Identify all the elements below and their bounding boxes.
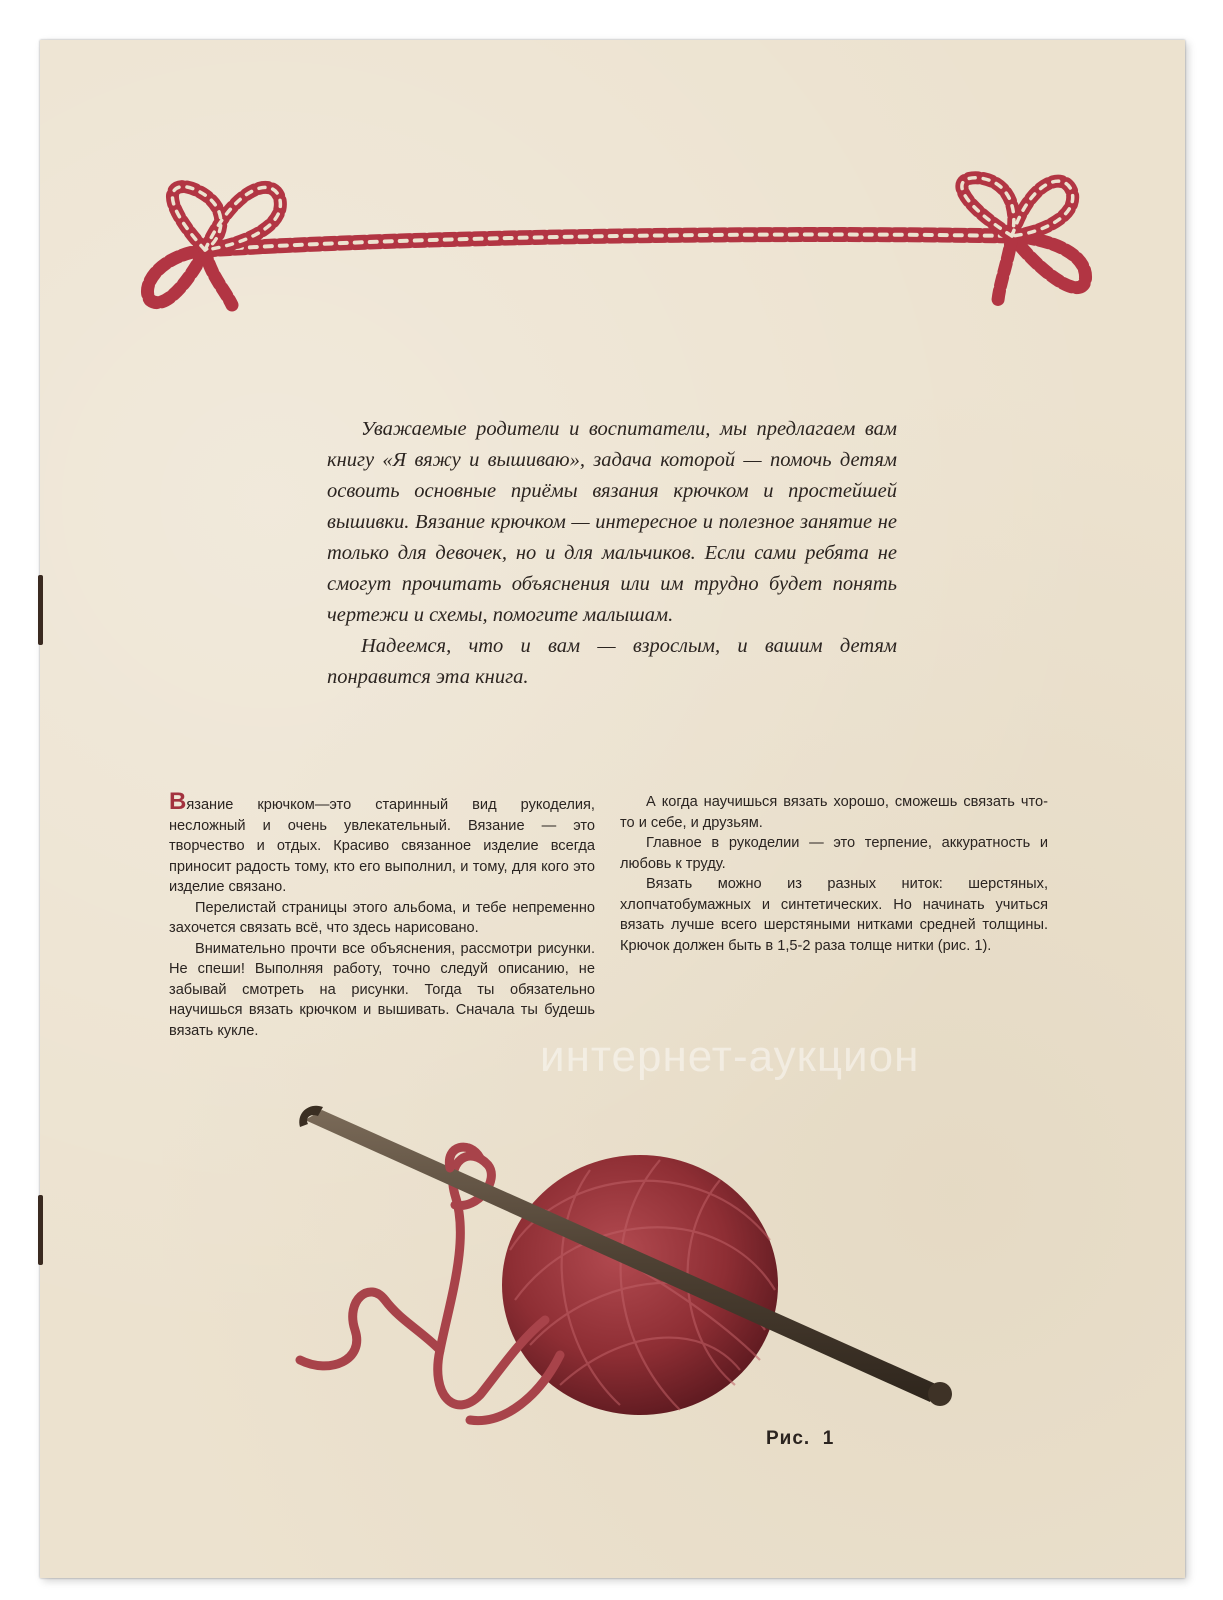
drop-cap: В — [169, 788, 187, 815]
body-paragraph-4: А когда научишься вязать хорошо, сможешь связать что-то и себе, и друзьям. — [620, 794, 1048, 831]
figure-caption: Рис. 1 — [766, 1428, 835, 1449]
intro-text — [327, 414, 897, 693]
body-paragraph-2: Перелистай страницы этого альбома, и тебе непременно захочется связать всё, что здесь нарисовано. — [169, 899, 595, 936]
intro-paragraph-2: Надеемся, что и вам — взрослым, и вашим детям понравится эта книга. — [327, 635, 897, 688]
body-paragraph-6: Вязать можно из разных ниток: шерстяных, хлопчатобумажных и синтетических. Но начинать учиться вязать лучше всего шерстяными нитками средней толщины. Крючок должен быть в 1,5-2 раза толще нитки (рис. 1). — [620, 876, 1048, 954]
body-paragraph-1-text: язание крючком—это старинный вид рукоделия, несложный и очень увлекательный. Вязание — это творчество и отдых. Красиво связанное изделие всегда приносит радость тому, кто его выполнил, и тому, для кого это изделие связано. — [169, 797, 595, 895]
watermark: интернет-аукцион — [540, 1032, 920, 1081]
intro-paragraph-1: Уважаемые родители и воспитатели, мы предлагаем вам книгу «Я вяжу и вышиваю», задача которой — помочь детям освоить основные приёмы вязания крючком и простейшей вышивки. Вязание крючком — интересное и полезное занятие не только для девочек, но и для мальчиков. Если сами ребята не смогут прочитать объяснения или им трудно будет понять чертежи и схемы, помогите малышам. — [327, 418, 897, 626]
body-paragraph-5: Главное в рукоделии — это терпение, аккуратность и любовь к труду. — [620, 835, 1048, 872]
body-paragraph-1 — [169, 788, 595, 898]
binding-staple-bottom — [38, 1195, 43, 1265]
body-column-left — [169, 788, 595, 1039]
body-paragraph-3: Внимательно прочти все объяснения, рассмотри рисунки. Не спеши! Выполняя работу, точно следуй описанию, не забывай смотреть на рисунки. Тогда ты обязательно научишься вязать крючком и вышивать. Сначала ты будешь вязать кукле. — [169, 940, 595, 1039]
body-column-right — [620, 792, 1048, 956]
binding-staple-top — [38, 575, 43, 645]
